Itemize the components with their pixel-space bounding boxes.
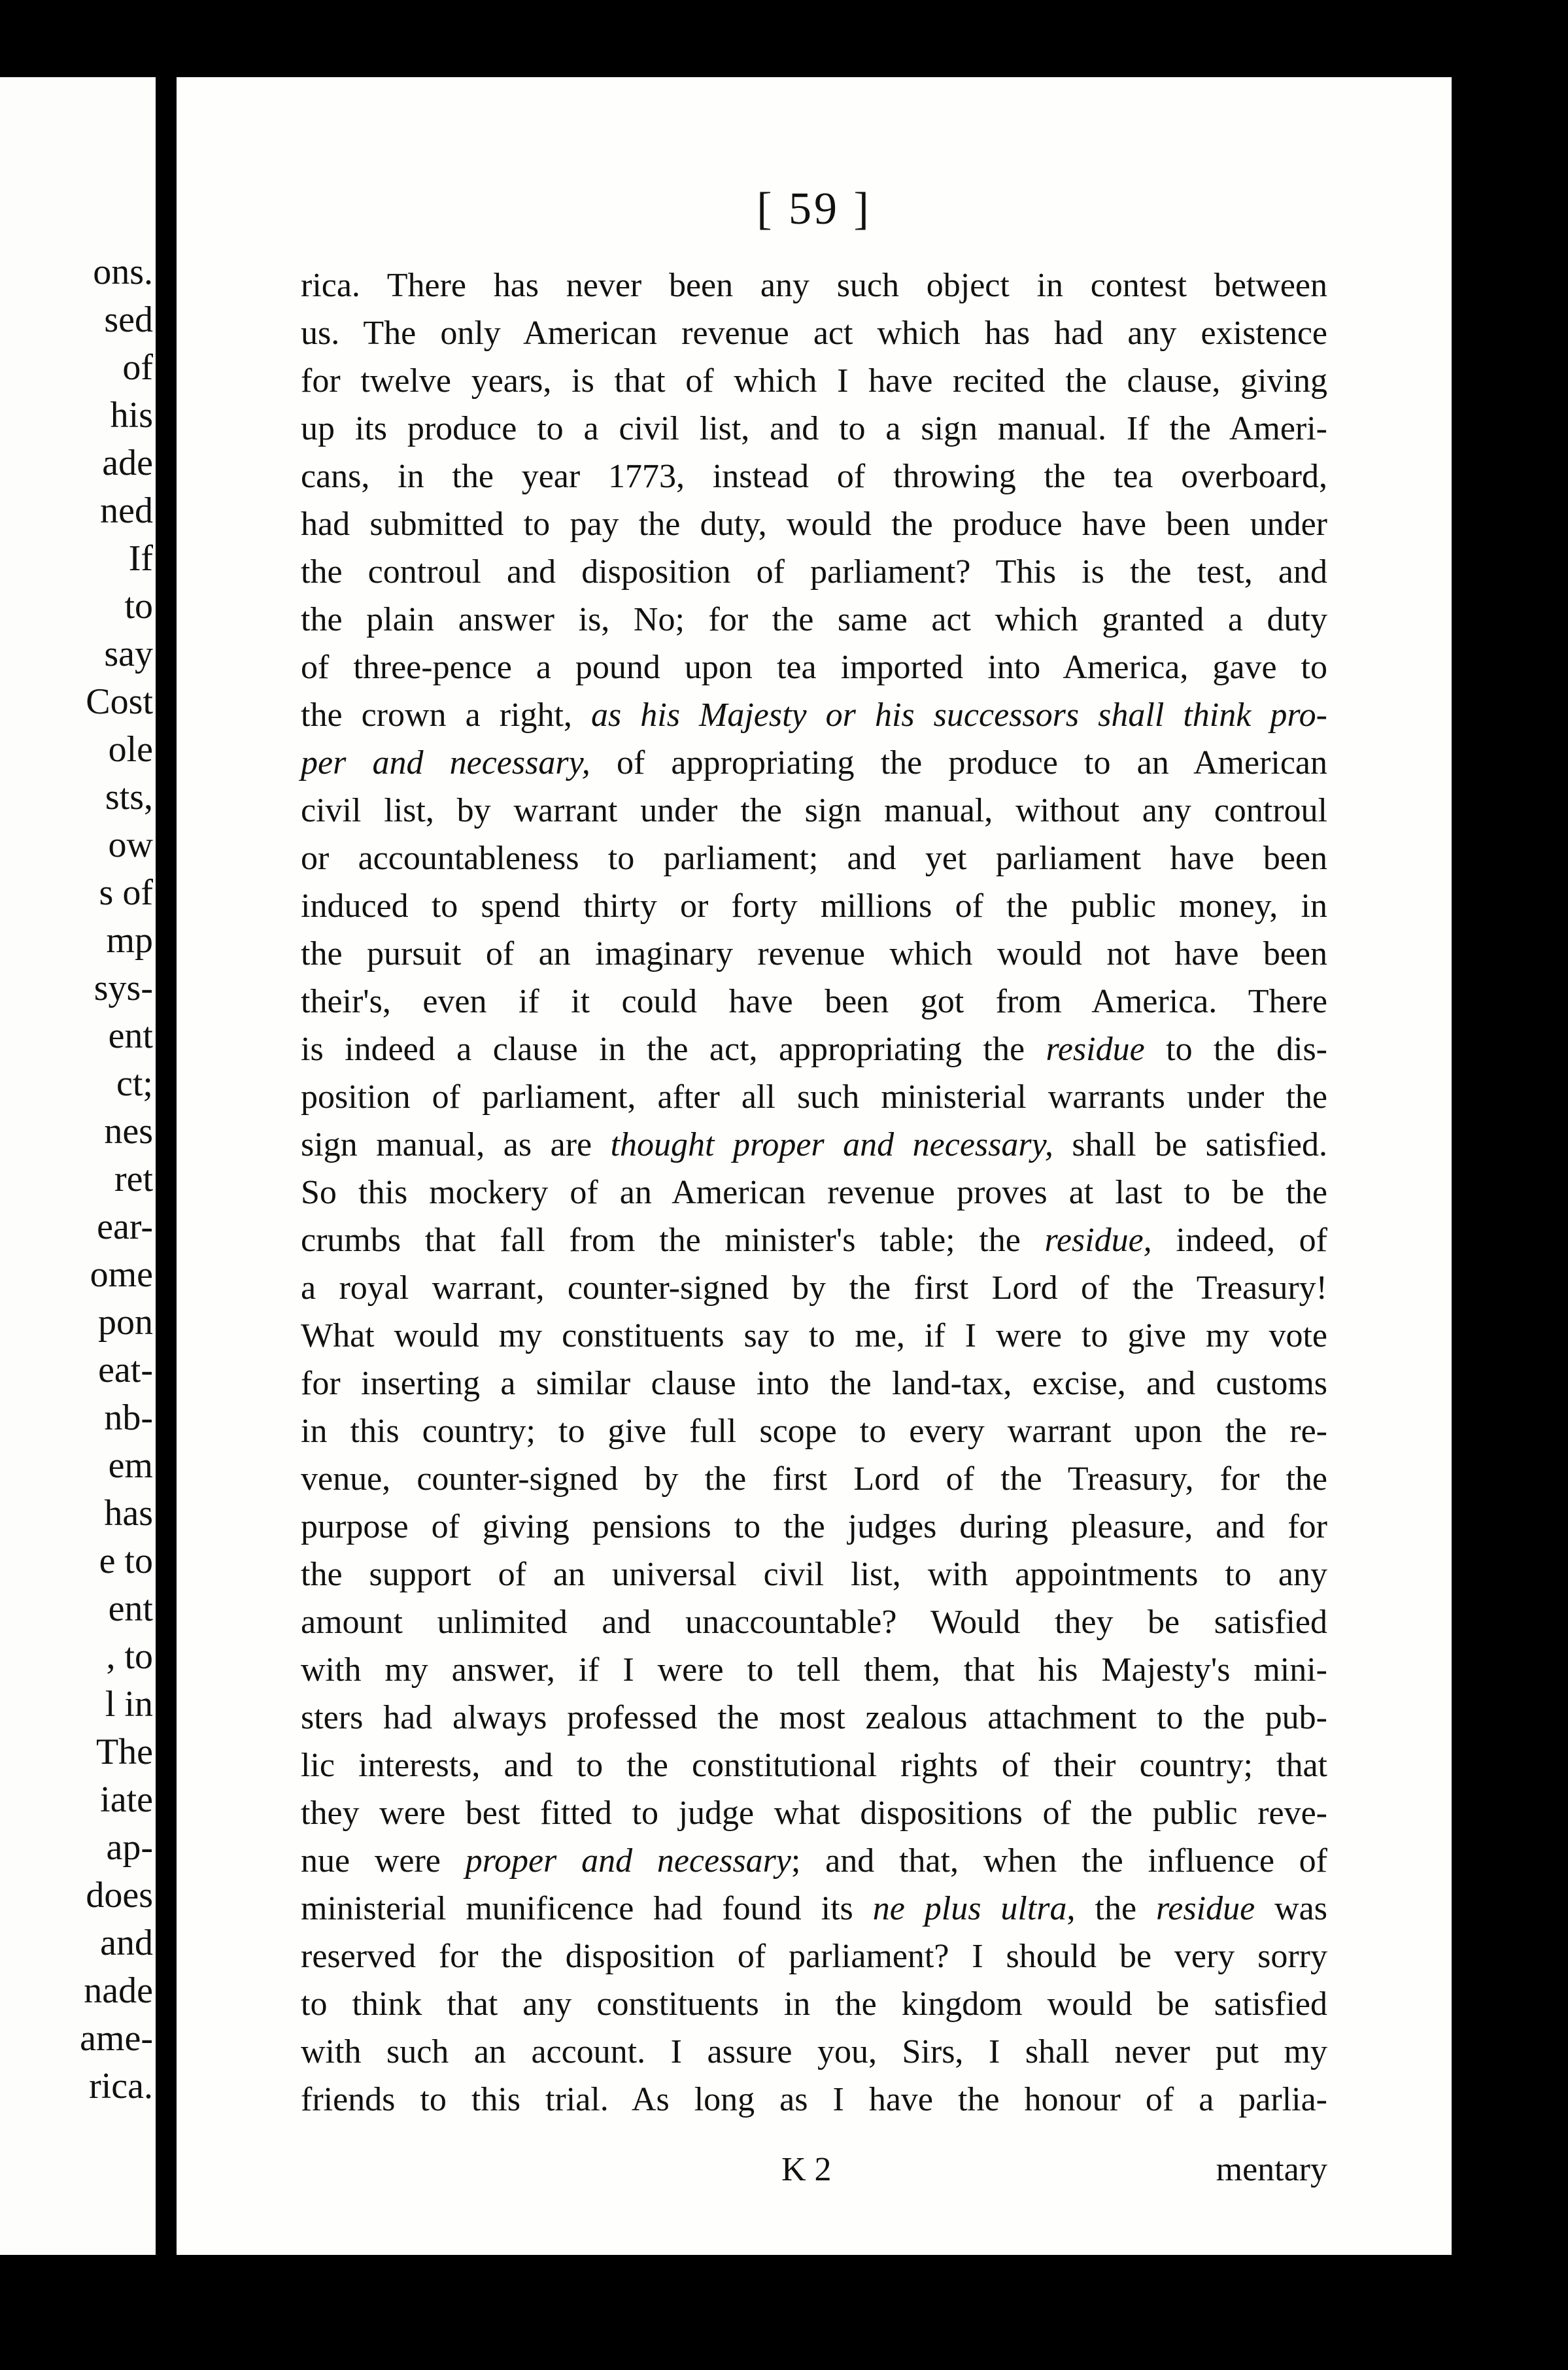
italic-span: per and necessary, [301, 744, 617, 781]
text-line: had submitted to pay the duty, would the produce have been under [301, 506, 1327, 543]
left-page-fragment-line: , to [106, 1636, 153, 1677]
left-page-fragment-line: em [108, 1445, 153, 1486]
text-line: or accountableness to parliament; and yet parliament have been [301, 840, 1327, 877]
left-page-fragment-line: does [86, 1875, 153, 1915]
left-page-fragment-line: ned [100, 490, 153, 531]
text-span: ministerial munificence had found its [301, 1890, 873, 1927]
text-span: sign manual, as are [301, 1126, 611, 1163]
text-span: , the [1066, 1890, 1156, 1927]
text-line: they were best fitted to judge what dispositions of the public reve- [301, 1795, 1327, 1832]
left-page-fragment-line: sys- [94, 968, 153, 1008]
italic-span: residue [1046, 1031, 1145, 1068]
left-page-fragment-line: his [110, 395, 153, 436]
left-page-fragment-line: ade [102, 443, 153, 483]
text-line [301, 1842, 1327, 1880]
italic-span: residue, [1044, 1222, 1152, 1259]
text-span: ; and that, when the influence of [791, 1842, 1327, 1880]
text-span: shall be satisfied. [1053, 1126, 1327, 1163]
text-line [301, 1031, 1327, 1069]
left-page-fragment-line: e to [99, 1541, 153, 1581]
left-page-fragment-line: ome [90, 1254, 153, 1295]
left-page-fragment-line: The [95, 1732, 153, 1772]
text-span: indeed, of [1151, 1222, 1327, 1259]
text-line: a royal warrant, counter-signed by the first Lord of the Treasury! [301, 1269, 1327, 1307]
italic-span: proper and necessary [465, 1842, 791, 1880]
text-line: What would my constituents say to me, if I were to give my vote [301, 1317, 1327, 1354]
text-line: for twelve years, is that of which I have recited the clause, giving [301, 362, 1327, 400]
left-page-fragment-line: ent [108, 1016, 153, 1056]
signature-mark: K 2 [781, 2151, 832, 2188]
left-page-fragment-line: pon [98, 1302, 153, 1343]
text-span: crumbs that fall from the minister's table; the [301, 1222, 1045, 1259]
text-line: rica. There has never been any such object in contest between [301, 267, 1327, 304]
text-line: to think that any constituents in the kingdom would be satisfied [301, 1985, 1327, 2023]
italic-span: ne plus ultra [872, 1890, 1067, 1927]
text-line: venue, counter-signed by the first Lord of the Treasury, for the [301, 1460, 1327, 1498]
text-span: to the dis- [1144, 1031, 1327, 1068]
italic-span: as his Majesty or his successors shall think pro- [590, 696, 1327, 734]
left-page-fragment-line: nade [84, 1970, 153, 2011]
text-line: lic interests, and to the constitutional rights of their country; that [301, 1747, 1327, 1784]
left-page-fragment-line: to [124, 586, 153, 627]
left-page-fragment-line: sts, [105, 777, 153, 817]
left-page-fragment-line: ow [108, 825, 153, 865]
text-line: the plain answer is, No; for the same act which granted a duty [301, 601, 1327, 638]
left-page-fragment-line: ent [108, 1589, 153, 1629]
italic-span: thought proper and necessary, [610, 1126, 1053, 1163]
text-span: was [1255, 1890, 1327, 1927]
text-line: cans, in the year 1773, instead of throwing the tea overboard, [301, 458, 1327, 495]
text-line: induced to spend thirty or forty millions of the public money, in [301, 887, 1327, 925]
left-page-fragment-line: eat- [98, 1350, 153, 1390]
text-line: So this mockery of an American revenue proves at last to be the [301, 1174, 1327, 1211]
left-page-fragment-line: say [104, 634, 153, 674]
text-line: of three-pence a pound upon tea imported into America, gave to [301, 649, 1327, 686]
left-page-fragment-line: nes [104, 1111, 153, 1152]
text-line [301, 696, 1327, 734]
text-span: the crown a right, [301, 696, 591, 734]
page-header: [ 59 ] [757, 184, 872, 234]
text-line: their's, even if it could have been got from America. There [301, 983, 1327, 1020]
text-span: of appropriating the produce to an American [616, 744, 1327, 781]
scan-border [1452, 0, 1568, 2370]
text-line: sters had always professed the most zealous attachment to the pub- [301, 1699, 1327, 1736]
left-page-fragment-line: has [104, 1493, 153, 1534]
left-page-fragment-line: mp [106, 920, 153, 961]
left-page-fragment-line: If [128, 538, 153, 579]
left-page-fragment-line: ret [114, 1159, 153, 1199]
text-line [301, 744, 1327, 782]
main-page [177, 77, 1452, 2255]
text-line: with such an account. I assure you, Sirs, I shall never put my [301, 2033, 1327, 2070]
left-page-fragment-line: ons. [93, 252, 153, 292]
gutter [156, 0, 177, 2370]
text-line: friends to this trial. As long as I have the honour of a parlia- [301, 2081, 1327, 2118]
left-page-fragment-line: sed [104, 300, 153, 340]
text-line: us. The only American revenue act which has had any existence [301, 315, 1327, 352]
text-line: reserved for the disposition of parliament? I should be very sorry [301, 1938, 1327, 1975]
left-page-fragment-line: ole [108, 729, 153, 770]
text-line: position of parliament, after all such ministerial warrants under the [301, 1078, 1327, 1116]
text-line [301, 1126, 1327, 1164]
left-page-fragment-line: rica. [89, 2066, 153, 2106]
catchword: mentary [1216, 2151, 1327, 2188]
left-page-fragment-line: ap- [106, 1827, 153, 1868]
left-page-fragment-line: s of [99, 872, 153, 913]
left-page-fragment-line: iate [100, 1779, 153, 1820]
text-line: the pursuit of an imaginary revenue which would not have been [301, 935, 1327, 972]
text-line: with my answer, if I were to tell them, that his Majesty's mini- [301, 1651, 1327, 1689]
text-line [301, 1222, 1327, 1260]
text-line: for inserting a similar clause into the land-tax, excise, and customs [301, 1365, 1327, 1402]
text-span: nue were [301, 1842, 466, 1880]
left-page-fragment-line: ame- [80, 2018, 153, 2059]
text-line: purpose of giving pensions to the judges during pleasure, and for [301, 1508, 1327, 1545]
left-page-fragment-line: ear- [97, 1207, 153, 1247]
left-page-fragment-line: nb- [104, 1398, 153, 1438]
text-line: up its produce to a civil list, and to a sign manual. If the Ameri- [301, 410, 1327, 447]
text-line: amount unlimited and unaccountable? Would they be satisfied [301, 1604, 1327, 1641]
left-page-fragment-line: l in [105, 1684, 153, 1725]
left-page-fragment [0, 77, 156, 2255]
text-line: the controul and disposition of parliament? This is the test, and [301, 553, 1327, 591]
left-page-fragment-line: of [122, 347, 153, 388]
text-line: civil list, by warrant under the sign manual, without any controul [301, 792, 1327, 829]
left-page-fragment-line: Cost [86, 681, 153, 722]
left-page-fragment-line: and [100, 1923, 153, 1963]
left-page-fragment-line: ct; [116, 1063, 153, 1104]
text-line: the support of an universal civil list, with appointments to any [301, 1556, 1327, 1593]
text-span: is indeed a clause in the act, appropriating the [301, 1031, 1046, 1068]
text-line [301, 1890, 1327, 1928]
text-line: in this country; to give full scope to every warrant upon the re- [301, 1413, 1327, 1450]
italic-span: residue [1156, 1890, 1255, 1927]
